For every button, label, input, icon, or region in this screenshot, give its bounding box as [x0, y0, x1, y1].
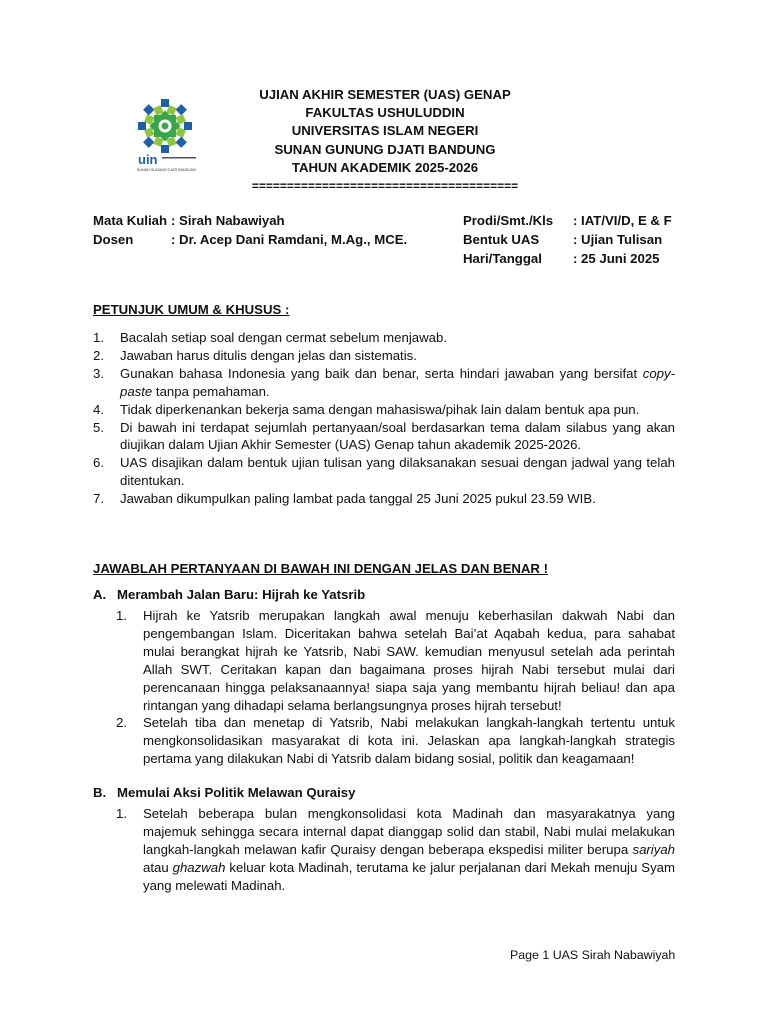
- logo-text: uin: [138, 152, 158, 167]
- header-line: SUNAN GUNUNG DJATI BANDUNG: [274, 141, 496, 157]
- header-divider: ======================================: [251, 179, 519, 194]
- info-row-lecturer: [93, 230, 407, 249]
- list-item: 1. Bacalah setiap soal dengan cermat sebelum menjawab.: [93, 330, 447, 345]
- instructions-list: [93, 329, 675, 508]
- section-b-questions: [116, 805, 675, 895]
- info-key: Hari/Tanggal: [463, 251, 542, 266]
- page-footer: Page 1 UAS Sirah Nabawiyah: [510, 948, 676, 962]
- list-item: 6. UAS disajikan dalam bentuk ujian tulisan yang dilaksanakan sesuai dengan jadwal yang telah ditentukan.: [93, 455, 675, 489]
- section-b-title: B. Memulai Aksi Politik Melawan Quraisy: [93, 785, 356, 800]
- course-info: [93, 211, 407, 249]
- info-value: : 25 Juni 2025: [573, 251, 660, 266]
- header-line: TAHUN AKADEMIK 2025-2026: [291, 159, 479, 175]
- questions-title: JAWABLAH PERTANYAAN DI BAWAH INI DENGAN JELAS DAN BENAR !: [93, 561, 548, 576]
- question-item: 1. Setelah beberapa bulan mengkonsolidasi kota Madinah dan masyarakatnya yang majemuk sehingga secara internal dapat dianggap solid dan stabil, Nabi mulai melakukan langkah-langkah melawan kafir Quraisy dengan beberapa ekspedisi militer berupa sariyah atau ghazwah keluar kota Madinah, terutama ke jalur perjalanan dari Mekah menuju Syam yang melewati Madinah.: [116, 806, 675, 893]
- info-row-exam-type: [463, 230, 672, 249]
- header-line: FAKULTAS USHULUDDIN: [305, 105, 465, 121]
- header-line: UJIAN AKHIR SEMESTER (UAS) GENAP: [259, 87, 511, 102]
- info-key: Prodi/Smt./Kls: [463, 213, 554, 228]
- info-row-course: [93, 211, 407, 230]
- list-item: 5. Di bawah ini terdapat sejumlah pertanyaan/soal berdasarkan tema dalam silabus yang akan diujikan dalam Ujian Akhir Semester (UAS) Genap tahun akademik 2025-2026.: [93, 419, 675, 453]
- question-item: 1. Hijrah ke Yatsrib merupakan langkah awal menuju keberhasilan dakwah Nabi dan pengembangan Islam. Diceritakan bahwa setelah Bai’at Aqabah kedua, para sahabat mulai berangkat hijrah ke Yatsrib, Nabi SAW. kemudian menyusul setelah ada perintah Allah SWT. Ceritakan kapan dan bagaimana proses hijrah Nabi tersebut mulai dari perencanaan hingga pelaksanaannya! siapa saja yang membantu hijrah beliau! dan apa rintangan yang dihadapi selama berlangsungnya proses hijrah tersebut!: [116, 608, 675, 713]
- list-item: 2. Jawaban harus ditulis dengan jelas dan sistematis.: [93, 347, 417, 363]
- section-a-questions: [116, 607, 675, 768]
- section-a-title: A. Merambah Jalan Baru: Hijrah ke Yatsrib: [93, 587, 366, 602]
- list-item: 3. Gunakan bahasa Indonesia yang baik dan benar, serta hindari jawaban yang bersifat copy-paste tanpa pemahaman.: [93, 365, 675, 399]
- info-value: : Dr. Acep Dani Ramdani, M.Ag., MCE.: [171, 232, 408, 247]
- exam-info: [463, 211, 672, 268]
- header-line: UNIVERSITAS ISLAM NEGERI: [291, 123, 479, 139]
- info-row-date: [463, 249, 672, 268]
- logo-subtext: SUNAN GUNUNG DJATI BANDUNG: [137, 168, 197, 172]
- question-item: 2. Setelah tiba dan menetap di Yatsrib, Nabi melakukan langkah-langkah tertentu untuk mengkonsolidasikan masyarakat di kota ini. Jelaskan apa langkah-langkah strategis pertama yang dilakukan Nabi di Yatsrib dalam bidang sosial, politik dan keagamaan!: [116, 715, 675, 767]
- info-value: : Sirah Nabawiyah: [171, 213, 285, 228]
- list-item: 7. Jawaban dikumpulkan paling lambat pada tanggal 25 Juni 2025 pukul 23.59 WIB.: [93, 491, 596, 507]
- info-key: Dosen: [93, 232, 134, 247]
- uin-logo: [132, 96, 198, 176]
- info-key: Mata Kuliah: [93, 213, 168, 228]
- exam-header: [230, 86, 540, 195]
- info-key: Bentuk UAS: [463, 232, 540, 247]
- info-value: : Ujian Tulisan: [573, 232, 663, 247]
- info-row-program: [463, 211, 672, 230]
- instructions-title: PETUNJUK UMUM & KHUSUS :: [93, 302, 290, 317]
- info-value: : IAT/VI/D, E & F: [573, 213, 672, 228]
- list-item: 4. Tidak diperkenankan bekerja sama dengan mahasiswa/pihak lain dalam bentuk apa pun.: [93, 401, 640, 417]
